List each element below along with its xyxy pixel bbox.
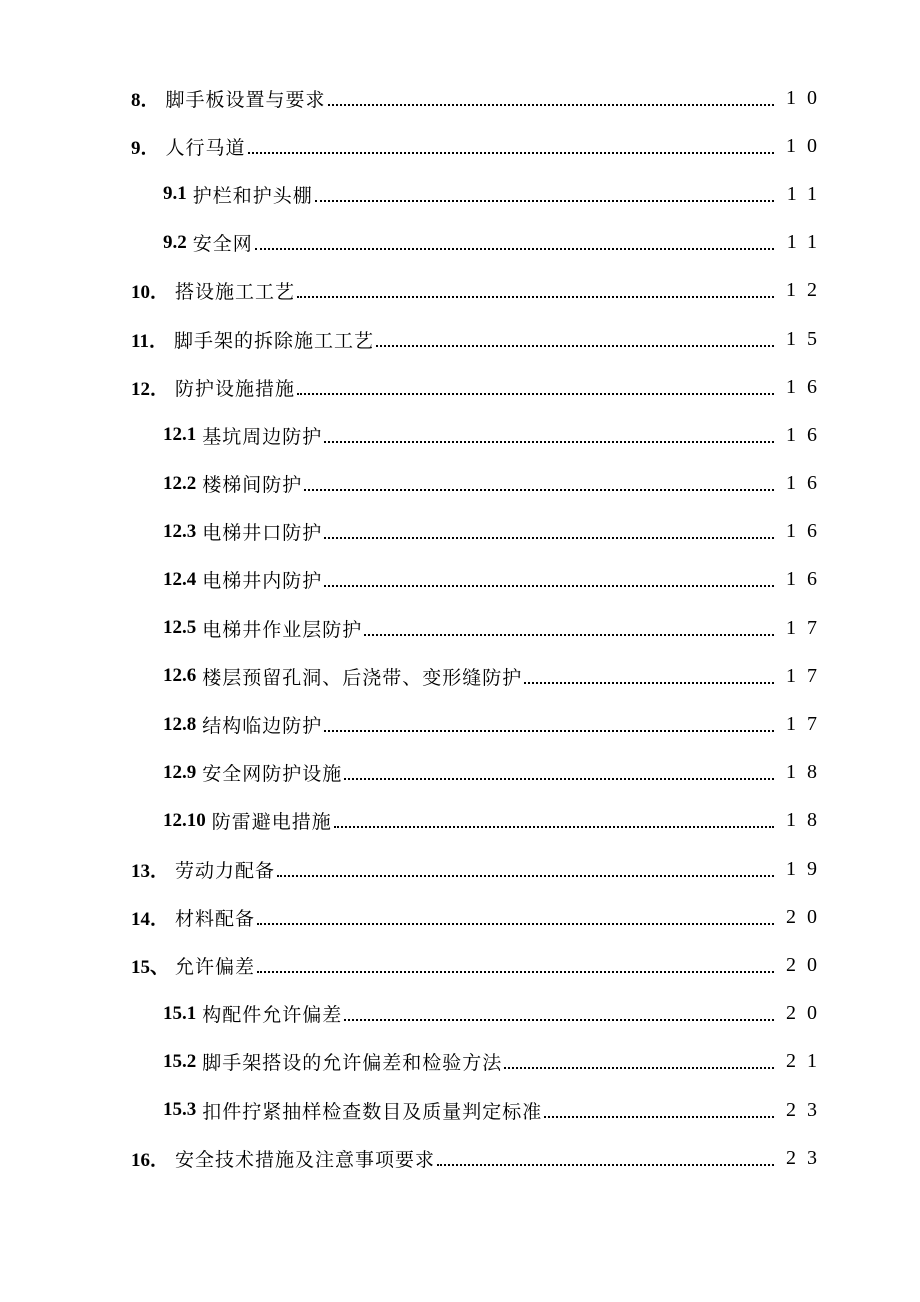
toc-entry-page: 17 <box>786 616 828 639</box>
table-of-contents <box>0 74 920 1182</box>
toc-entry[interactable] <box>0 893 920 941</box>
toc-entry-number: 12.10 <box>163 809 206 831</box>
toc-entry-title: 安全技术措施及注意事项要求 <box>175 1148 436 1171</box>
toc-entry-title: 允许偏差 <box>175 955 256 978</box>
toc-dot-leader <box>304 470 774 491</box>
toc-dot-leader <box>324 566 774 587</box>
toc-dot-leader <box>324 518 774 539</box>
toc-entry-page: 20 <box>786 1002 828 1025</box>
toc-entry-number: 12.1 <box>163 424 197 446</box>
toc-entry-page: 18 <box>786 809 828 832</box>
toc-entry[interactable] <box>0 652 920 700</box>
toc-entry-number: 12． <box>131 378 170 400</box>
toc-dot-leader <box>248 133 774 154</box>
toc-entry-number: 9.2 <box>163 231 187 253</box>
toc-entry-number: 9． <box>131 137 160 159</box>
toc-entry[interactable] <box>0 411 920 459</box>
toc-dot-leader <box>257 904 774 925</box>
toc-entry-page: 17 <box>786 664 828 687</box>
toc-entry-title: 基坑周边防护 <box>202 425 323 448</box>
toc-entry-title: 护栏和护头棚 <box>192 184 313 207</box>
toc-entry-page: 21 <box>786 1050 828 1073</box>
toc-dot-leader <box>334 807 774 828</box>
toc-entry-number: 8． <box>131 89 160 111</box>
toc-entry-page: 11 <box>786 182 828 205</box>
toc-dot-leader <box>277 856 774 877</box>
toc-entry-title: 安全网 <box>192 233 253 256</box>
toc-entry-number: 15.1 <box>163 1002 197 1024</box>
toc-dot-leader <box>344 759 774 780</box>
toc-entry-number: 12.2 <box>163 472 197 494</box>
toc-entry[interactable] <box>0 556 920 604</box>
toc-entry-title: 脚手板设置与要求 <box>165 88 326 111</box>
toc-dot-leader <box>297 374 774 395</box>
toc-entry[interactable] <box>0 122 920 170</box>
toc-entry[interactable] <box>0 700 920 748</box>
toc-entry-title: 防护设施措施 <box>175 377 296 400</box>
toc-entry-title: 电梯井内防护 <box>202 570 323 593</box>
toc-entry-title: 安全网防护设施 <box>202 763 343 786</box>
toc-entry-title: 电梯井作业层防护 <box>202 618 363 641</box>
toc-entry[interactable] <box>0 1038 920 1086</box>
toc-entry[interactable] <box>0 267 920 315</box>
toc-entry-number: 16． <box>131 1149 170 1171</box>
toc-entry-title: 材料配备 <box>175 907 256 930</box>
toc-entry-page: 10 <box>786 134 828 157</box>
toc-dot-leader <box>544 1097 774 1118</box>
toc-entry[interactable] <box>0 845 920 893</box>
toc-entry[interactable] <box>0 941 920 989</box>
toc-entry-title: 构配件允许偏差 <box>202 1004 343 1027</box>
toc-dot-leader <box>257 952 774 973</box>
toc-entry-page: 18 <box>786 761 828 784</box>
toc-entry-number: 12.8 <box>163 713 197 735</box>
toc-entry-title: 结构临边防护 <box>202 715 323 738</box>
toc-entry[interactable] <box>0 797 920 845</box>
toc-entry-page: 10 <box>786 86 828 109</box>
toc-entry-page: 16 <box>786 375 828 398</box>
toc-entry-number: 15.2 <box>163 1050 197 1072</box>
toc-entry-number: 15.3 <box>163 1099 197 1121</box>
toc-entry[interactable] <box>0 508 920 556</box>
toc-entry-title: 扣件拧紧抽样检查数目及质量判定标准 <box>202 1100 543 1123</box>
toc-entry-page: 11 <box>786 231 828 254</box>
toc-entry[interactable] <box>0 219 920 267</box>
toc-dot-leader <box>524 663 774 684</box>
toc-dot-leader <box>344 1000 774 1021</box>
toc-entry-number: 12.9 <box>163 761 197 783</box>
toc-entry[interactable] <box>0 460 920 508</box>
toc-entry[interactable] <box>0 1086 920 1134</box>
toc-dot-leader <box>324 422 774 443</box>
toc-entry[interactable] <box>0 604 920 652</box>
toc-entry-number: 12.5 <box>163 617 197 639</box>
toc-entry-number: 12.6 <box>163 665 197 687</box>
toc-entry-title: 电梯井口防护 <box>202 522 323 545</box>
toc-entry-page: 12 <box>786 279 828 302</box>
toc-entry-number: 14． <box>131 908 170 930</box>
toc-entry-page: 17 <box>786 713 828 736</box>
toc-entry-page: 15 <box>786 327 828 350</box>
toc-entry-title: 楼层预留孔洞、后浇带、变形缝防护 <box>202 666 523 689</box>
toc-dot-leader <box>315 181 774 202</box>
toc-entry[interactable] <box>0 74 920 122</box>
toc-dot-leader <box>328 85 774 106</box>
toc-dot-leader <box>255 229 774 250</box>
toc-entry-title: 脚手架的拆除施工工艺 <box>173 329 374 352</box>
toc-dot-leader <box>376 326 774 347</box>
toc-entry-page: 16 <box>786 568 828 591</box>
toc-entry[interactable] <box>0 990 920 1038</box>
toc-entry[interactable] <box>0 315 920 363</box>
toc-entry-number: 15、 <box>131 956 170 978</box>
toc-entry[interactable] <box>0 749 920 797</box>
toc-dot-leader <box>324 711 774 732</box>
toc-entry-page: 16 <box>786 520 828 543</box>
toc-entry[interactable] <box>0 1134 920 1182</box>
toc-entry-number: 12.3 <box>163 520 197 542</box>
toc-entry-number: 10． <box>131 282 170 304</box>
toc-entry-title: 防雷避电措施 <box>211 811 332 834</box>
toc-entry-title: 楼梯间防护 <box>202 474 303 497</box>
toc-entry-title: 搭设施工工艺 <box>175 281 296 304</box>
toc-entry-page: 23 <box>786 1146 828 1169</box>
toc-entry-page: 20 <box>786 953 828 976</box>
toc-entry-page: 19 <box>786 857 828 880</box>
toc-dot-leader <box>297 277 774 298</box>
toc-entry-number: 9.1 <box>163 183 187 205</box>
toc-dot-leader <box>504 1048 774 1069</box>
toc-dot-leader <box>364 615 774 636</box>
toc-entry[interactable] <box>0 363 920 411</box>
toc-entry-page: 20 <box>786 905 828 928</box>
toc-entry-page: 23 <box>786 1098 828 1121</box>
toc-entry-number: 12.4 <box>163 568 197 590</box>
toc-entry-number: 13． <box>131 860 170 882</box>
toc-dot-leader <box>437 1145 774 1166</box>
toc-entry-title: 脚手架搭设的允许偏差和检验方法 <box>202 1052 503 1075</box>
toc-entry-number: 11． <box>131 330 168 352</box>
toc-entry-page: 16 <box>786 423 828 446</box>
toc-entry[interactable] <box>0 170 920 218</box>
toc-entry-title: 人行马道 <box>165 136 246 159</box>
toc-entry-title: 劳动力配备 <box>175 859 276 882</box>
toc-entry-page: 16 <box>786 472 828 495</box>
